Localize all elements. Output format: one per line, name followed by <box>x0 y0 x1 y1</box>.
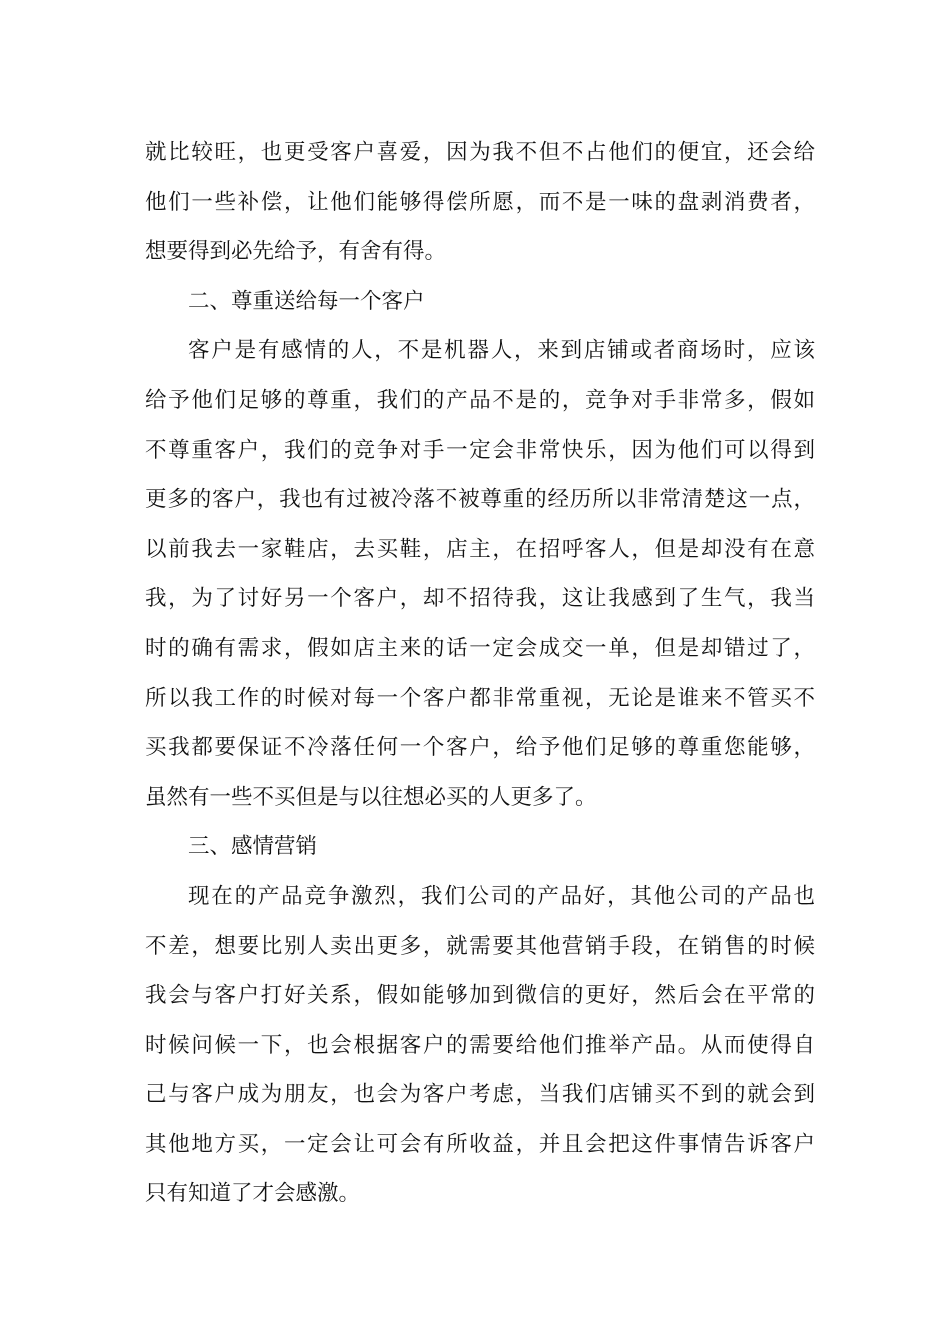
paragraph-line: 就比较旺，也更受客户喜爱，因为我不但不占他们的便宜，还会给 <box>145 140 815 165</box>
paragraph-line: 给予他们足够的尊重，我们的产品不是的，竞争对手非常多，假如 <box>145 387 815 413</box>
paragraph-line: 客户是有感情的人，不是机器人，来到店铺或者商场时，应该 <box>188 338 815 364</box>
paragraph-line: 更多的客户，我也有过被冷落不被尊重的经历所以非常清楚这一点， <box>145 487 815 513</box>
paragraph-line: 时的确有需求，假如店主来的话一定会成交一单，但是却错过了， <box>145 635 815 661</box>
paragraph-line: 时候问候一下，也会根据客户的需要给他们推举产品。从而使得自 <box>145 1032 815 1058</box>
section-heading: 三、感情营销 <box>188 834 318 860</box>
paragraph-line: 其他地方买，一定会让可会有所收益，并且会把这件事情告诉客户 <box>145 1131 815 1157</box>
paragraph-line: 只有知道了才会感激。 <box>145 1181 361 1207</box>
paragraph-line: 虽然有一些不买但是与以往想必买的人更多了。 <box>145 784 597 810</box>
paragraph-line: 己与客户成为朋友，也会为客户考虑，当我们店铺买不到的就会到 <box>145 1082 815 1108</box>
paragraph-line: 不尊重客户，我们的竞争对手一定会非常快乐，因为他们可以得到 <box>145 437 815 463</box>
paragraph-line: 现在的产品竞争激烈，我们公司的产品好，其他公司的产品也 <box>188 883 815 909</box>
document-body <box>145 128 815 1219</box>
paragraph-line: 他们一些补偿，让他们能够得偿所愿，而不是一味的盘剥消费者， <box>145 189 815 215</box>
paragraph-line: 以前我去一家鞋店，去买鞋，店主，在招呼客人，但是却没有在意 <box>145 536 815 562</box>
paragraph-line: 不差，想要比别人卖出更多，就需要其他营销手段，在销售的时候 <box>145 933 815 959</box>
paragraph-line: 想要得到必先给予，有舍有得。 <box>145 239 447 265</box>
paragraph-line: 所以我工作的时候对每一个客户都非常重视，无论是谁来不管买不 <box>145 685 815 711</box>
paragraph-line: 我会与客户打好关系，假如能够加到微信的更好，然后会在平常的 <box>145 983 815 1009</box>
paragraph-line: 买我都要保证不冷落任何一个客户，给予他们足够的尊重您能够， <box>145 735 815 761</box>
section-heading: 二、尊重送给每一个客户 <box>188 288 425 314</box>
paragraph-line: 我，为了讨好另一个客户，却不招待我，这让我感到了生气，我当 <box>145 586 815 612</box>
